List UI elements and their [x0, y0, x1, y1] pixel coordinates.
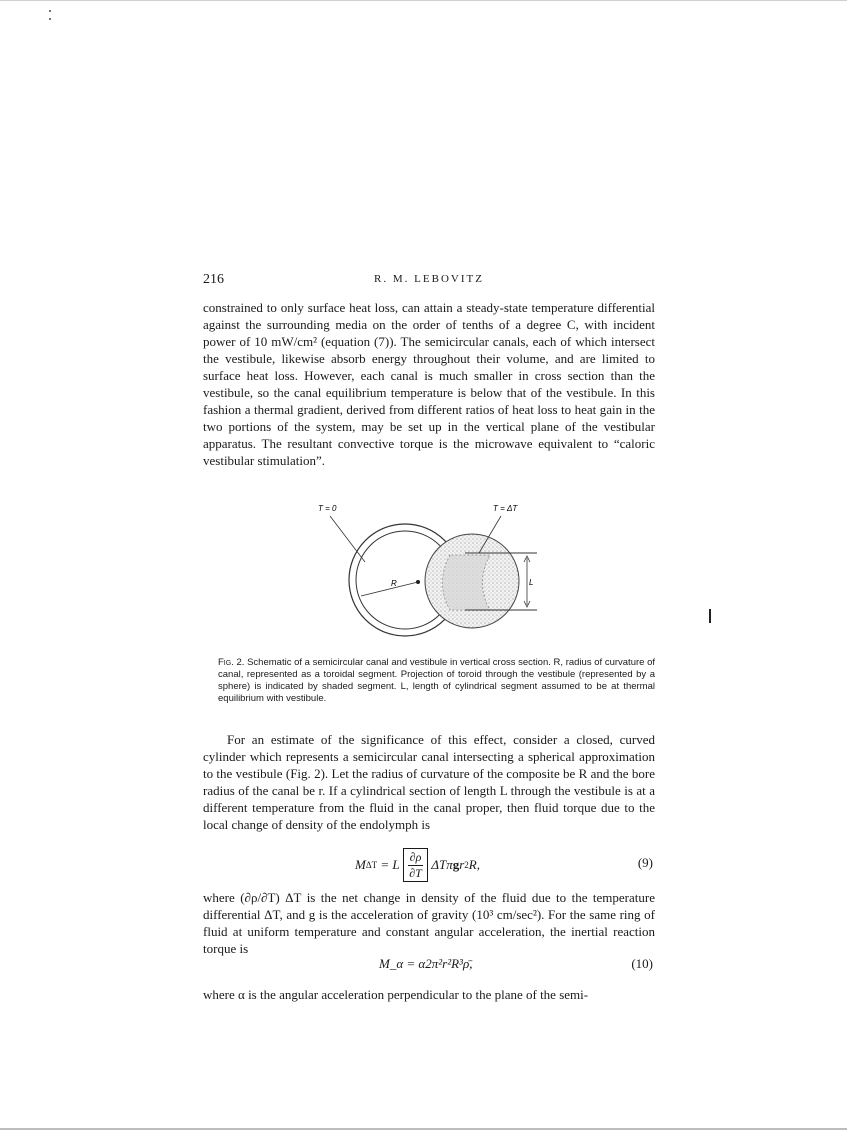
page-number: 216 — [203, 272, 224, 287]
eq9-lhs: M — [355, 857, 366, 872]
figure-caption — [218, 657, 655, 705]
eq9-fraction — [408, 850, 424, 881]
eq9-equals: = L — [377, 857, 400, 872]
figure-2 — [300, 498, 550, 656]
equation-10-body — [379, 956, 472, 972]
paragraph-2 — [203, 731, 655, 833]
label-t-zero: T = 0 — [318, 504, 337, 513]
margin-mark — [709, 609, 711, 623]
equation-10-text: M_α = α2π²r²R³ρ̄, — [379, 956, 473, 971]
equation-10 — [203, 954, 655, 978]
equation-9-number: (9) — [637, 855, 653, 870]
equation-9-body: M ΔT = L $\frac{\partial\rho}{\partial T}$ ΔTπ g r 2 R, — [355, 850, 480, 880]
eq9-denominator: ∂T — [409, 866, 422, 880]
eq9-rhs-b: r — [459, 857, 465, 872]
label-t-delta: T = ΔT — [493, 504, 518, 513]
radius-label: R — [391, 579, 397, 588]
equation-10-number: (10) — [631, 956, 653, 971]
eq9-bracket — [406, 848, 426, 882]
figure-caption-text: Schematic of a semicircular canal and vestibule in vertical cross section. R, radius of curvature of canal, represented as a toroidal segment. Projection of toroid through the vestibule (represented by a sphere) is indicated by shaded segment. L, length of cylindrical segment assumed to be at thermal equilibrium with vestibule. — [218, 657, 656, 704]
paragraph-1-text: constrained to only surface heat loss, can attain a steady-state temperature differential against the surrounding media on the order of tenths of a degree C, with incident power of 10 mW/cm² (equation (7)). The semicircular canals, each of which intersect the vestibule, likewise absorb energy throughout their volume, and are limited to surface heat loss. However, each canal is much smaller in cross section than the vestibule, so the canal equilibrium temperature is below that of the vestibule. In this fashion a thermal gradient, derived from different ratios of heat loss to heat gain in the two portions of the system, may be set up in the vertical plane of the vestibular apparatus. The resultant convective torque is the microwave equivalent to “caloric vestibular stimulation”. — [203, 300, 655, 468]
radius-line — [361, 582, 418, 596]
equation-9 — [203, 843, 655, 893]
page-top-edge — [0, 0, 847, 1]
center-dot — [416, 580, 420, 584]
paragraph-3 — [203, 889, 655, 957]
eq9-numerator: ∂ρ — [409, 850, 422, 864]
paragraph-4-text: where α is the angular acceleration perpendicular to the plane of the semi- — [203, 987, 589, 1002]
paragraph-1 — [203, 299, 655, 469]
paragraph-2-text: For an estimate of the significance of this effect, consider a closed, curved cylinder which represents a semicircular canal intersecting a spherical approximation to the vestibule (Fig. 2). Let the radius of curvature of the composite be R and the bore radius of the canal be r. If a cylindrical section of length L through the vestibule is at a different temperature from the fluid in the canal proper, then fluid torque due to the local change of density of the endolymph is — [203, 732, 655, 832]
paragraph-3-text: where (∂ρ/∂T) ΔT is the net change in density of the fluid due to the temperature differential ΔT, and g is the acceleration of gravity (10³ cm/sec²). For the same ring of fluid at uniform temperature and constant angular acceleration, the inertial reaction torque is — [203, 890, 655, 956]
eq9-rhs-c: R, — [468, 857, 480, 872]
length-label: L — [529, 578, 534, 587]
eq9-rhs-g: g — [452, 857, 460, 872]
page-header — [203, 272, 655, 292]
running-head: R. M. LEBOVITZ — [374, 273, 484, 285]
t-zero-leader — [330, 516, 365, 562]
scan-speck — [49, 18, 51, 20]
scan-speck — [49, 10, 51, 12]
paragraph-4 — [203, 986, 655, 1003]
figure-caption-label: Fig. 2. — [218, 657, 245, 668]
eq9-rhs-a: ΔTπ — [431, 857, 453, 872]
